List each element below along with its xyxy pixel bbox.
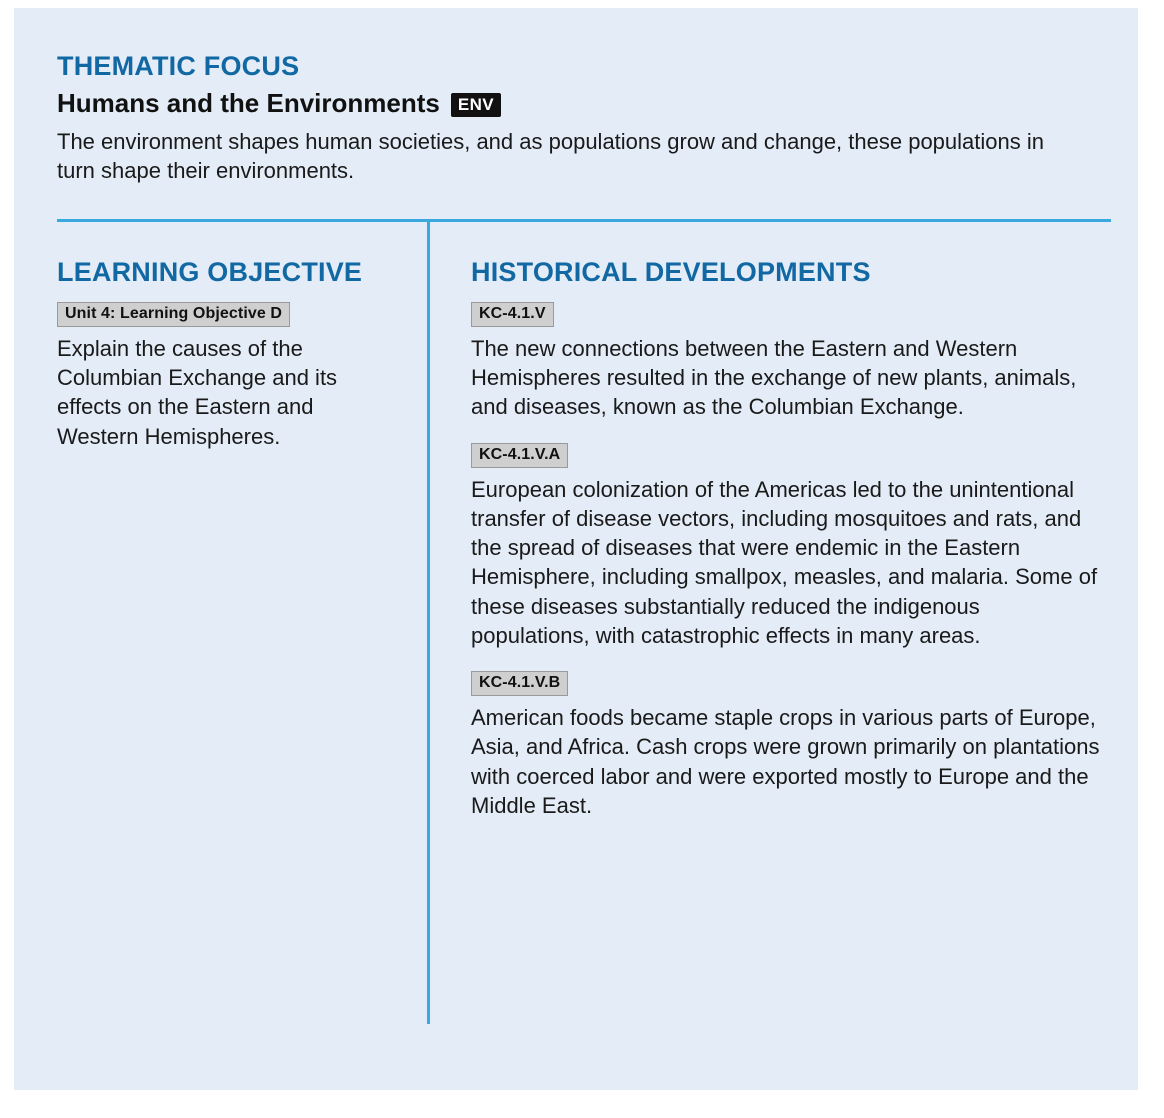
thematic-focus-title-row xyxy=(57,89,1098,118)
learning-objective-column xyxy=(57,222,427,1024)
kc-text: European colonization of the Americas led to the unintentional transfer of disease vectors, including mosquitoes and rats, and the spread of diseases that were endemic in the Eastern Hemisphere, including smallpox, measles, and malaria. Some of these diseases substantially reduced the indigenous populations, with catastrophic effects in many areas. xyxy=(471,476,1098,648)
historical-development-item xyxy=(471,302,1102,422)
kc-tag: KC-4.1.V.B xyxy=(471,671,568,696)
page-title: Humans and the Environments xyxy=(57,88,440,119)
env-badge: ENV xyxy=(451,93,501,117)
learning-objective-tag: Unit 4: Learning Objective D xyxy=(57,302,290,327)
learning-objective-heading: LEARNING OBJECTIVE xyxy=(57,257,363,288)
kc-tag: KC-4.1.V xyxy=(471,302,554,327)
kc-text: American foods became staple crops in various parts of Europe, Asia, and Africa. Cash crops were grown primarily on plantations with coerced labor and were exported mostly to Europe and the Middle East. xyxy=(471,705,1100,818)
kc-tag: KC-4.1.V.A xyxy=(471,443,568,468)
thematic-focus-section xyxy=(14,52,1138,185)
thematic-focus-eyebrow: THEMATIC FOCUS xyxy=(57,51,300,81)
historical-development-item xyxy=(471,671,1102,820)
thematic-focus-description: The environment shapes human societies, and as populations grow and change, these populations in turn shape their environments. xyxy=(57,128,1044,184)
content-panel xyxy=(14,8,1138,1090)
historical-developments-heading: HISTORICAL DEVELOPMENTS xyxy=(471,257,871,288)
two-column-layout xyxy=(14,222,1138,1024)
historical-developments-column xyxy=(430,222,1138,1024)
kc-text: The new connections between the Eastern and Western Hemispheres resulted in the exchange of new plants, animals, and diseases, known as the Columbian Exchange. xyxy=(471,335,1077,420)
learning-objective-text: Explain the causes of the Columbian Exchange and its effects on the Eastern and Western Hemispheres. xyxy=(57,335,338,449)
historical-development-item xyxy=(471,443,1102,651)
